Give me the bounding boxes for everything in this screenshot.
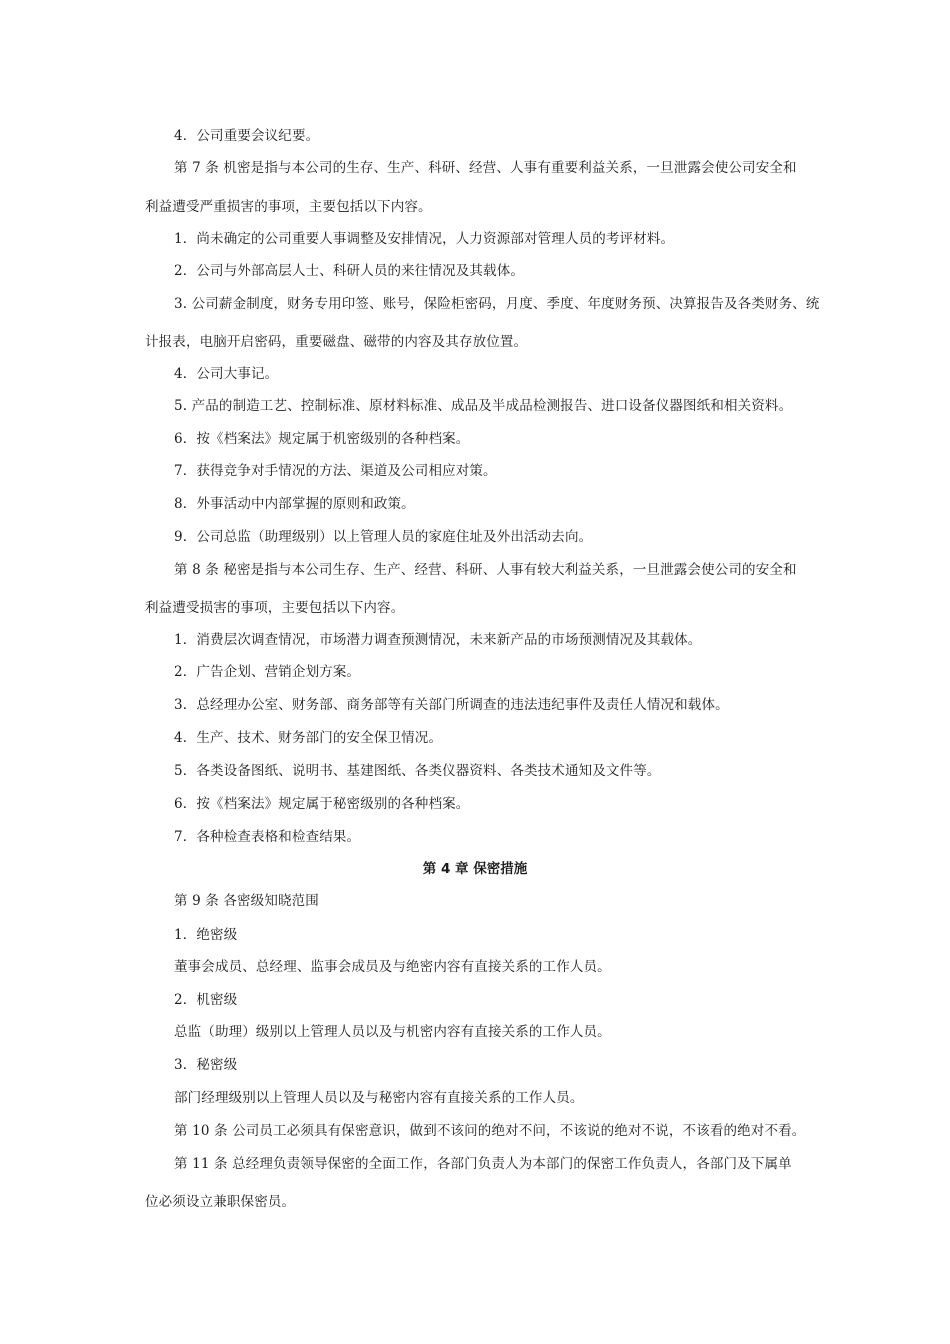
- level-heading: 2．机密级: [174, 992, 238, 1008]
- item-line: 7．各种检查表格和检查结果。: [174, 829, 361, 845]
- item-line: 4．公司大事记。: [174, 366, 279, 382]
- item-line: 8．外事活动中内部掌握的原则和政策。: [174, 496, 415, 512]
- level-description: 董事会成员、总经理、监事会成员及与绝密内容有直接关系的工作人员。: [174, 959, 611, 975]
- level-heading: 3．秘密级: [174, 1057, 238, 1073]
- item-line: 7．获得竞争对手情况的方法、渠道及公司相应对策。: [174, 463, 497, 479]
- item-line: 3. 公司薪金制度，财务专用印签、账号，保险柜密码，月度、季度、年度财务预、决算报告及各类财务、统: [174, 296, 820, 312]
- article-7-line: 第 7 条 机密是指与本公司的生存、生产、科研、经营、人事有重要利益关系，一旦泄露会使公司安全和: [174, 160, 797, 176]
- item-line: 9．公司总监（助理级别）以上管理人员的家庭住址及外出活动去向。: [174, 529, 593, 545]
- item-line: 4．生产、技术、财务部门的安全保卫情况。: [174, 730, 443, 746]
- article-9-line: 第 9 条 各密级知晓范围: [174, 893, 319, 909]
- level-description: 部门经理级别以上管理人员以及与秘密内容有直接关系的工作人员。: [174, 1090, 584, 1106]
- item-line: 4．公司重要会议纪要。: [174, 128, 320, 144]
- item-line: 2．广告企划、营销企划方案。: [174, 664, 361, 680]
- item-line: 1．消费层次调查情况，市场潜力调查预测情况，未来新产品的市场预测情况及其载体。: [174, 632, 702, 648]
- item-line: 6．按《档案法》规定属于秘密级别的各种档案。: [174, 796, 470, 812]
- level-description: 总监（助理）级别以上管理人员以及与机密内容有直接关系的工作人员。: [174, 1024, 611, 1040]
- article-8-line: 第 8 条 秘密是指与本公司生存、生产、经营、科研、人事有较大利益关系，一旦泄露会使公司的安全和: [174, 562, 797, 578]
- item-continuation: 计报表，电脑开启密码，重要磁盘、磁带的内容及其存放位置。: [145, 334, 528, 350]
- item-line: 1．尚未确定的公司重要人事调整及安排情况，人力资源部对管理人员的考评材料。: [174, 231, 675, 247]
- item-line: 5．各类设备图纸、说明书、基建图纸、各类仪器资料、各类技术通知及文件等。: [174, 763, 661, 779]
- level-heading: 1．绝密级: [174, 927, 238, 943]
- article-10-line: 第 10 条 公司员工必须具有保密意识，做到不该问的绝对不问，不该说的绝对不说，不该看的绝对不看。: [174, 1123, 806, 1139]
- item-line: 6．按《档案法》规定属于机密级别的各种档案。: [174, 431, 470, 447]
- article-7-continuation: 利益遭受严重损害的事项，主要包括以下内容。: [145, 199, 432, 215]
- chapter-4-heading: 第 4 章 保密措施: [422, 861, 528, 877]
- item-line: 3．总经理办公室、财务部、商务部等有关部门所调查的违法违纪事件及责任人情况和载体。: [174, 697, 729, 713]
- article-8-continuation: 利益遭受损害的事项，主要包括以下内容。: [145, 600, 405, 616]
- item-line: 2．公司与外部高层人士、科研人员的来往情况及其载体。: [174, 263, 524, 279]
- article-11-continuation: 位必须设立兼职保密员。: [145, 1194, 296, 1210]
- article-11-line: 第 11 条 总经理负责领导保密的全面工作，各部门负责人为本部门的保密工作负责人，各部门及下属单: [174, 1156, 792, 1172]
- item-line: 5. 产品的制造工艺、控制标准、原材料标准、成品及半成品检测报告、进口设备仪器图纸和相关资料。: [174, 398, 793, 414]
